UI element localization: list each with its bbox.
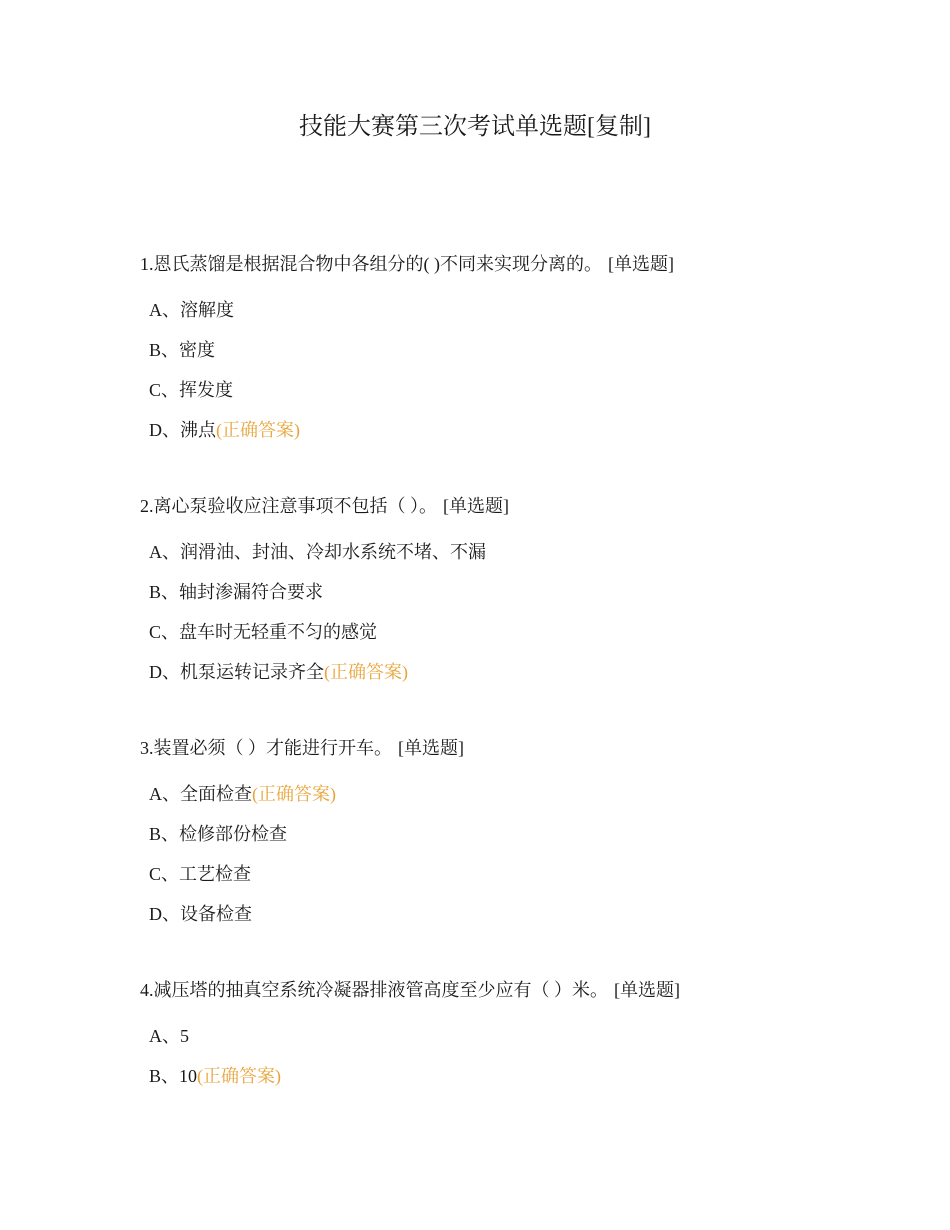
option-a [149, 298, 900, 322]
option-a [149, 782, 900, 806]
question-type-label: [单选题] [614, 980, 680, 1000]
option-d [149, 418, 900, 442]
option-a [149, 540, 900, 564]
question-stem [140, 252, 900, 276]
option-text: A、5 [149, 1026, 189, 1046]
question-2 [140, 494, 900, 700]
option-c [149, 620, 900, 644]
question-text: 2.离心泵验收应注意事项不包括（ ）。 [140, 496, 437, 516]
question-stem [140, 736, 900, 760]
question-4 [140, 978, 900, 1104]
option-text: A、溶解度 [149, 300, 234, 320]
option-b [149, 338, 900, 362]
option-text: A、全面检查 [149, 784, 252, 804]
option-text: D、设备检查 [149, 904, 252, 924]
option-c [149, 862, 900, 886]
option-text: B、轴封渗漏符合要求 [149, 582, 324, 602]
option-a [149, 1024, 900, 1048]
correct-answer-mark: (正确答案) [324, 662, 408, 682]
correct-answer-mark: (正确答案) [197, 1066, 282, 1086]
question-text: 4.减压塔的抽真空系统冷凝器排液管高度至少应有（ ）米。 [140, 980, 608, 1000]
question-text: 3.装置必须（ ）才能进行开车。 [140, 738, 392, 758]
question-type-label: [单选题] [443, 496, 509, 516]
option-b [149, 822, 900, 846]
option-text: C、盘车时无轻重不匀的感觉 [149, 622, 378, 642]
question-stem [140, 978, 900, 1002]
option-text: B、检修部份检查 [149, 824, 288, 844]
question-type-label: [单选题] [398, 738, 464, 758]
document-title: 技能大赛第三次考试单选题[复制] [299, 114, 651, 140]
question-text: 1.恩氏蒸馏是根据混合物中各组分的( )不同来实现分离的。 [140, 254, 602, 274]
correct-answer-mark: (正确答案) [252, 784, 336, 804]
option-text: D、沸点 [149, 420, 216, 440]
option-text: B、10 [149, 1066, 198, 1086]
question-1 [140, 252, 900, 458]
correct-answer-mark: (正确答案) [216, 420, 300, 440]
option-b [149, 1064, 900, 1088]
question-stem [140, 494, 900, 518]
option-text: D、机泵运转记录齐全 [149, 662, 324, 682]
option-text: C、挥发度 [149, 380, 234, 400]
question-3 [140, 736, 900, 942]
option-d [149, 902, 900, 926]
option-text: C、工艺检查 [149, 864, 252, 884]
option-text: B、密度 [149, 340, 216, 360]
option-text: A、润滑油、封油、冷却水系统不堵、不漏 [149, 542, 486, 562]
option-c [149, 378, 900, 402]
option-b [149, 580, 900, 604]
option-d [149, 660, 900, 684]
question-type-label: [单选题] [608, 254, 674, 274]
